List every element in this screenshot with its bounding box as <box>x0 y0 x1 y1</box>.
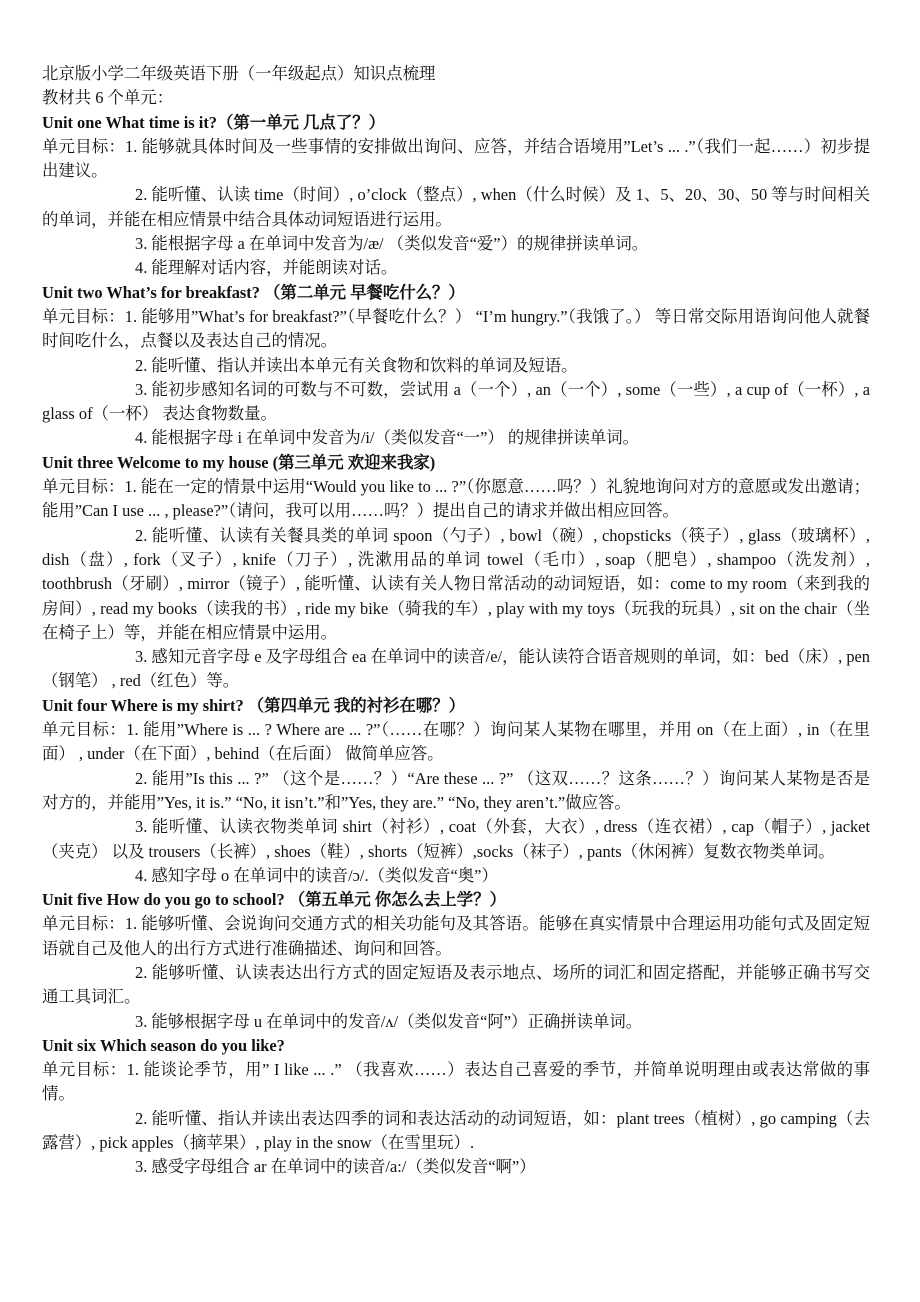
unit-four-heading: Unit four Where is my shirt? （第四单元 我的衬衫在哪？） <box>42 695 465 715</box>
unit-six-goal-2: 2. 能听懂、指认并读出表达四季的词和表达活动的动词短语，如：plant trees（植树）, go camping（去露营）, pick apples（摘苹果）, play in the snow（在雪里玩）. <box>42 1108 870 1153</box>
unit-five-goal-3: 3. 能够根据字母 u 在单词中的发音/ʌ/（类似发音“阿”）正确拼读单词。 <box>135 1011 643 1031</box>
unit-two-goal-4: 4. 能根据字母 i 在单词中发音为/i/（类似发音“一”） 的规律拼读单词。 <box>135 428 639 448</box>
unit-five-goal-2: 2. 能够听懂、认读表达出行方式的固定短语及表示地点、场所的词汇和固定搭配，并能够正确书写交通工具词汇。 <box>42 962 870 1007</box>
document-title: 北京版小学二年级英语下册（一年级起点）知识点梳理 <box>42 64 436 83</box>
unit-five-goal-1: 单元目标：1. 能够听懂、会说询问交通方式的相关功能句及其答语。能够在真实情景中合理运用功能句式及固定短语就自己及他人的出行方式进行准确描述、询问和回答。 <box>42 914 870 958</box>
unit-one-goal-4: 4. 能理解对话内容，并能朗读对话。 <box>135 258 398 278</box>
unit-one-goal-2: 2. 能听懂、认读 time（时间）, o’clock（整点）, when（什么时候）及 1、5、20、30、50 等与时间相关的单词，并能在相应情景中结合具体动词短语进行运用。 <box>42 185 870 229</box>
unit-six-heading: Unit six Which season do you like? <box>42 1035 285 1055</box>
unit-four-goal-1: 单元目标：1. 能用”Where is ... ? Where are ... ?”（……在哪？）询问某人某物在哪里，并用 on（在上面）, in（在里面） , under（在下面）, behind（在后面） 做简单应答。 <box>42 720 870 764</box>
unit-three-goal-1: 单元目标：1. 能在一定的情景中运用“Would you like to ... ?”（你愿意……吗？）礼貌地询问对方的意愿或发出邀请；能用”Can I use ... , please?”（请问，我可以用……吗？）提出自己的请求并做出相应回答。 <box>42 477 870 521</box>
document-intro: 教材共 6 个单元： <box>42 88 174 108</box>
unit-one-goal-3: 3. 能根据字母 a 在单词中发音为/æ/ （类似发音“爱”）的规律拼读单词。 <box>135 234 649 254</box>
unit-three-goal-2: 2. 能听懂、认读有关餐具类的单词 spoon（勺子）, bowl（碗）, chopsticks（筷子）, glass（玻璃杯）, dish（盘）, fork（叉子）, knife（刀子）, 洗漱用品的单词 towel（毛巾）, soap（肥皂）, shampoo（洗发剂）, toothbrush（牙刷）, mirror（镜子）, 能听懂、认读有关人物日常活动的动词短语，如：come to my room（来到我的房间）, read my books（读我的书）, ride my bike（骑我的车）, play with my toys（玩我的玩具）, sit on the chair（坐在椅子上）等，并能在相应情景中运用。 <box>42 525 870 642</box>
unit-two-goal-2: 2. 能听懂、指认并读出本单元有关食物和饮料的单词及短语。 <box>135 355 578 375</box>
unit-six-goal-3: 3. 感受字母组合 ar 在单词中的读音/a:/（类似发音“啊”） <box>135 1157 536 1177</box>
unit-five-heading: Unit five How do you go to school? （第五单元 你怎么去上学？） <box>42 890 506 910</box>
unit-four-goal-4: 4. 感知字母 o 在单词中的读音/ɔ/.（类似发音“奥”） <box>135 865 498 885</box>
unit-three-heading: Unit three Welcome to my house (第三单元 欢迎来我家) <box>42 452 436 472</box>
unit-six-goal-1: 单元目标：1. 能谈论季节，用” I like ... .” （我喜欢……）表达自己喜爱的季节，并简单说明理由或表达常做的事情。 <box>42 1060 870 1104</box>
unit-one-heading: Unit one What time is it?（第一单元 几点了？） <box>42 112 385 132</box>
unit-four-goal-3: 3. 能听懂、认读衣物类单词 shirt（衬衫）, coat（外套，大衣）, dress（连衣裙）, cap（帽子）, jacket（夹克） 以及 trousers（长裤）, shoes（鞋）, shorts（短裤）,socks（袜子）, pants（休闲裤）复数衣物类单词。 <box>42 817 870 861</box>
unit-two-goal-1: 单元目标：1. 能够用”What’s for breakfast?”（早餐吃什么？） “I’m hungry.”（我饿了。） 等日常交际用语询问他人就餐时间吃什么，点餐以及表达自己的情况。 <box>42 306 870 351</box>
unit-one-goal-1: 单元目标：1. 能够就具体时间及一些事情的安排做出询问、应答，并结合语境用”Let’s ... .”（我们一起……）初步提出建议。 <box>42 136 870 181</box>
unit-two-heading: Unit two What’s for breakfast? （第二单元 早餐吃什么？） <box>42 282 465 302</box>
unit-two-goal-3: 3. 能初步感知名词的可数与不可数，尝试用 a（一个）, an（一个）, some（一些）, a cup of（一杯）, a glass of（一杯） 表达食物数量。 <box>42 379 870 424</box>
unit-four-goal-2: 2. 能用”Is this ... ?” （这个是……？）“Are these ... ?” （这双……？这条……？）询问某人某物是否是对方的，并能用”Yes, it is.” “No, it isn’t.”和”Yes, they are.” “No, they aren’t.”做应答。 <box>42 768 870 812</box>
unit-three-goal-3: 3. 感知元音字母 e 及字母组合 ea 在单词中的读音/e/，能认读符合语音规则的单词，如：bed（床）, pen（钢笔） , red（红色）等。 <box>42 647 870 691</box>
